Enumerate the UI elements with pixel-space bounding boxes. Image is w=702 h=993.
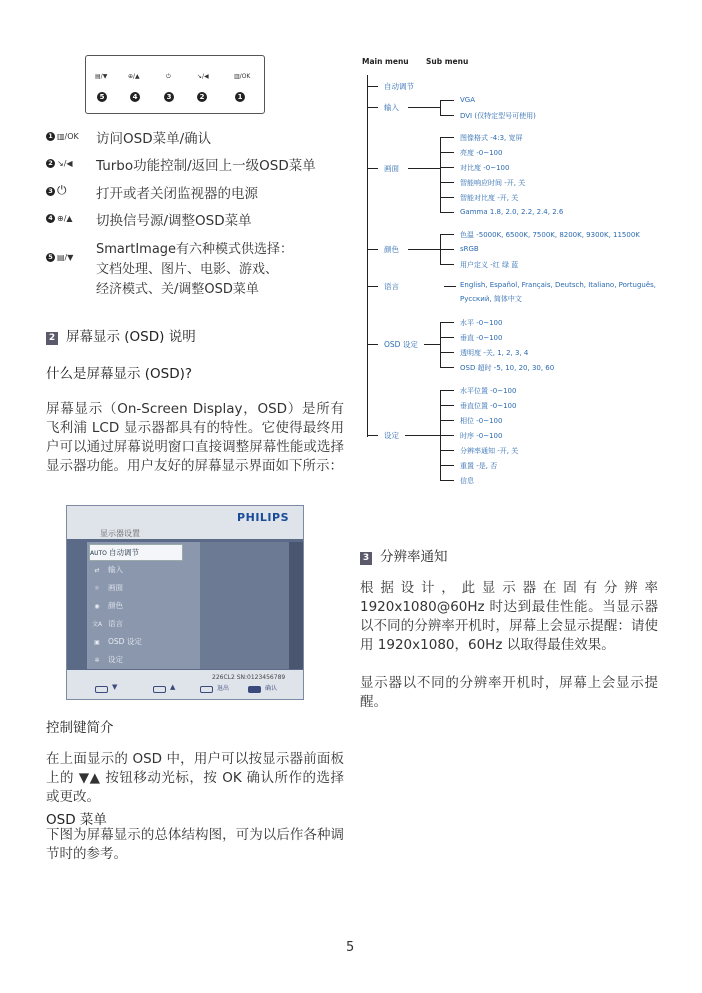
tree-setup-item: 时序 -0~100 <box>460 432 503 440</box>
tree-input: 输入 <box>384 103 399 112</box>
tree-sub-line <box>440 322 441 368</box>
controls-heading: 控制键简介 <box>46 720 114 736</box>
tree-language: 语言 <box>384 282 399 291</box>
color-icon: ◉ <box>94 603 100 610</box>
keypad-label-5: ▤/▼ <box>95 73 108 80</box>
tree-branch <box>405 435 440 436</box>
section-2-heading <box>46 325 196 345</box>
keypad-label-2: ↘/◀ <box>197 73 209 80</box>
sub-menu-header: Sub menu <box>426 57 469 66</box>
osd-item-picture[interactable] <box>89 580 181 595</box>
key-number-badge: 3 <box>46 187 55 196</box>
tree-branch <box>440 167 454 168</box>
tree-picture-item: 智能对比度 -开, 关 <box>460 194 519 202</box>
tree-color-item: sRGB <box>460 245 479 253</box>
smartimage-down-icon: ▤/▼ <box>57 253 74 262</box>
key-desc-5-line2: 文档处理、图片、电影、游戏、 <box>96 262 279 277</box>
keypad-label-3: ⏻ <box>166 73 171 80</box>
osd-content-panel <box>200 542 302 669</box>
tree-branch <box>440 137 454 138</box>
language-icon: 文A <box>91 621 103 628</box>
input-icon: ⇄ <box>94 567 100 574</box>
power-icon: ⏻ <box>57 183 67 197</box>
tree-branch <box>440 264 454 265</box>
osd-item-color[interactable] <box>89 598 181 613</box>
tree-branch <box>440 420 454 421</box>
tree-branch <box>440 405 454 406</box>
osd-scrollbar[interactable] <box>289 542 303 669</box>
tree-sub-line <box>440 137 441 213</box>
tree-branch <box>440 390 454 391</box>
keypad-number-1: 1 <box>235 92 245 102</box>
tree-main-line <box>367 75 368 437</box>
setup-icon: ✲ <box>94 657 100 664</box>
tree-picture-item: 对比度 -0~100 <box>460 164 510 172</box>
keypad-number-2: 2 <box>197 92 207 102</box>
key-desc-3-text: 打开或者关闭监视器的电源 <box>96 186 258 202</box>
tree-branch <box>367 435 378 436</box>
key-desc-3 <box>46 182 89 198</box>
section-3-heading <box>360 545 448 565</box>
key-desc-2 <box>46 154 89 170</box>
section-number-badge: 2 <box>46 332 58 345</box>
osd-down-key-icon[interactable] <box>95 686 108 693</box>
tree-branch <box>408 168 440 169</box>
tree-branch <box>367 286 378 287</box>
tree-branch <box>440 480 454 481</box>
section-number-badge: 3 <box>360 552 372 565</box>
tree-setup-item: 重置 -是, 否 <box>460 462 498 470</box>
tree-branch <box>367 249 378 250</box>
osd-ok-key-icon[interactable] <box>248 686 261 693</box>
key-desc-5-line1: SmartImage有六种模式供选择： <box>96 242 294 257</box>
osd-settings-icon: ▣ <box>94 639 100 646</box>
osd-item-osd-settings[interactable] <box>89 634 181 649</box>
tree-branch <box>424 344 440 345</box>
osd-description: 屏幕显示（On-Screen Display，OSD）是所有飞利浦 LCD 显示器都具有的特性。它使得最终用户可以通过屏幕说明窗口直接调整屏幕性能或选择显示器功能。用户友好的屏幕显示界面如下所示： <box>46 401 344 474</box>
tree-branch <box>367 168 378 169</box>
osd-exit-key-icon[interactable] <box>200 686 213 693</box>
tree-input-vga: VGA <box>460 96 476 104</box>
keypad-number-3: 3 <box>164 92 174 102</box>
controls-paragraph: 在上面显示的 OSD 中，用户可以按显示器前面板上的 ▼▲ 按钮移动光标，按 OK 确认所作的选择或更改。 <box>46 751 344 805</box>
key-number-badge: 5 <box>46 253 55 262</box>
tree-branch <box>440 182 454 183</box>
osd-exit-label: 退出 <box>217 685 230 692</box>
key-desc-4-text: 切换信号源/调整OSD菜单 <box>96 213 252 229</box>
osd-ok-label: 确认 <box>265 685 278 692</box>
tree-branch <box>440 322 454 323</box>
key-desc-5 <box>46 248 89 264</box>
tree-branch <box>367 344 378 345</box>
main-menu-header: Main menu <box>362 57 409 66</box>
resolution-paragraph-1: 根 据 设 计 ， 此 显 示 器 在 固 有 分 辨 率 1920x1080@60Hz 时达到最佳性能。当显示器以不同的分辨率开机时，屏幕上会显示提醒：请使用 1920x1080，60Hz 以取得最佳效果。 <box>360 580 658 653</box>
keypad-number-4: 4 <box>130 92 140 102</box>
section-2-title: 屏幕显示 (OSD) 说明 <box>66 329 196 345</box>
osd-item-label: 语言 <box>108 619 123 628</box>
tree-branch <box>367 107 378 108</box>
tree-osd-item: OSD 超时 -5, 10, 20, 30, 60 <box>460 364 555 372</box>
tree-sub-line <box>440 100 441 115</box>
philips-logo: PHILIPS <box>237 511 289 524</box>
keypad-label-1: ▥/OK <box>234 73 251 80</box>
tree-color-item: 色温 -5000K, 6500K, 7500K, 8200K, 9300K, 11500K <box>460 231 640 239</box>
tree-branch <box>440 212 454 213</box>
tree-auto: 自动调节 <box>384 82 414 91</box>
osd-question: 什么是屏幕显示 (OSD)? <box>46 366 193 382</box>
tree-osd-item: 水平 -0~100 <box>460 319 503 327</box>
down-arrow-icon: ▼ <box>112 683 118 691</box>
up-arrow-icon: ▲ <box>170 683 176 691</box>
tree-setup-item: 分辨率通知 -开, 关 <box>460 447 519 455</box>
osd-item-auto[interactable] <box>89 544 183 561</box>
tree-language-line1: English, Español, Français, Deutsch, Italiano, Português, <box>460 281 657 289</box>
section-3-title: 分辨率通知 <box>380 549 448 565</box>
tree-branch <box>408 249 440 250</box>
tree-osd-settings: OSD 设定 <box>384 340 418 349</box>
osd-item-label: 输入 <box>108 565 123 574</box>
menu-ok-icon: ▥/OK <box>57 132 79 141</box>
keypad-number-5: 5 <box>97 92 107 102</box>
key-number-badge: 4 <box>46 214 55 223</box>
tree-picture: 画面 <box>384 164 399 173</box>
tree-branch <box>440 249 454 250</box>
tree-branch <box>440 450 454 451</box>
tree-picture-item: 智能响应时间 -开, 关 <box>460 179 526 187</box>
tree-branch <box>440 234 454 235</box>
tree-input-dvi: DVI (仅特定型号可使用) <box>460 112 536 120</box>
key-desc-4 <box>46 209 89 225</box>
osd-item-setup[interactable] <box>89 652 181 667</box>
key-desc-1-text: 访问OSD菜单/确认 <box>96 131 212 147</box>
tree-branch <box>440 465 454 466</box>
osd-menu-heading: OSD 菜单 <box>46 812 107 828</box>
osd-up-key-icon[interactable] <box>153 686 166 693</box>
tree-osd-item: 透明度 -关, 1, 2, 3, 4 <box>460 349 529 357</box>
tree-language-line2: Русский, 简体中文 <box>460 295 522 303</box>
key-desc-2-text: Turbo功能控制/返回上一级OSD菜单 <box>96 158 316 174</box>
osd-item-input[interactable] <box>89 562 181 577</box>
key-desc-5-line3: 经济模式、关/调整OSD菜单 <box>96 282 259 297</box>
input-up-icon: ⊕/▲ <box>57 214 73 223</box>
tree-color: 颜色 <box>384 245 399 254</box>
tree-osd-item: 垂直 -0~100 <box>460 334 503 342</box>
tree-picture-item: 亮度 -0~100 <box>460 149 503 157</box>
tree-setup-item: 水平位置 -0~100 <box>460 387 517 395</box>
osd-subtitle: 显示器设置 <box>100 529 140 538</box>
tree-branch <box>440 352 454 353</box>
tree-branch <box>367 86 378 87</box>
tree-branch <box>440 367 454 368</box>
osd-item-language[interactable] <box>89 616 181 631</box>
osd-menu-paragraph: 下图为屏幕显示的总体结构图，可为以后作各种调节时的参考。 <box>46 827 344 862</box>
tree-branch <box>440 152 454 153</box>
auto-icon: AUTO <box>90 550 107 557</box>
tree-setup-item: 信息 <box>460 477 474 485</box>
tree-color-item: 用户定义 -红 绿 蓝 <box>460 261 519 269</box>
keypad-diagram <box>85 55 265 114</box>
tree-branch <box>440 337 454 338</box>
tree-setup: 设定 <box>384 431 399 440</box>
tree-branch <box>440 197 454 198</box>
tree-branch <box>440 100 454 101</box>
osd-item-label: OSD 设定 <box>108 637 142 646</box>
page-number: 5 <box>346 940 355 955</box>
osd-item-label: 设定 <box>108 655 123 664</box>
resolution-paragraph-2: 显示器以不同的分辨率开机时，屏幕上会显示提醒。 <box>360 675 658 710</box>
tree-branch <box>444 286 456 287</box>
tree-setup-item: 相位 -0~100 <box>460 417 503 425</box>
key-number-badge: 2 <box>46 159 55 168</box>
key-number-badge: 1 <box>46 132 55 141</box>
osd-serial-number: 226CL2 SN:0123456789 <box>212 674 286 681</box>
osd-item-label: 自动调节 <box>109 548 139 557</box>
osd-item-label: 颜色 <box>108 601 123 610</box>
osd-screenshot <box>66 505 304 700</box>
tree-branch <box>440 115 454 116</box>
tree-picture-item: Gamma 1.8, 2.0, 2.2, 2.4, 2.6 <box>460 208 564 216</box>
key-desc-1 <box>46 127 89 143</box>
tree-setup-item: 垂直位置 -0~100 <box>460 402 517 410</box>
picture-icon: ☼ <box>94 585 100 592</box>
turbo-back-icon: ↘/◀ <box>57 159 73 168</box>
tree-picture-item: 图像格式 -4:3, 宽屏 <box>460 134 523 142</box>
tree-branch <box>440 435 454 436</box>
osd-item-label: 画面 <box>108 583 123 592</box>
tree-branch <box>408 107 440 108</box>
keypad-label-4: ⊕/▲ <box>128 73 140 80</box>
